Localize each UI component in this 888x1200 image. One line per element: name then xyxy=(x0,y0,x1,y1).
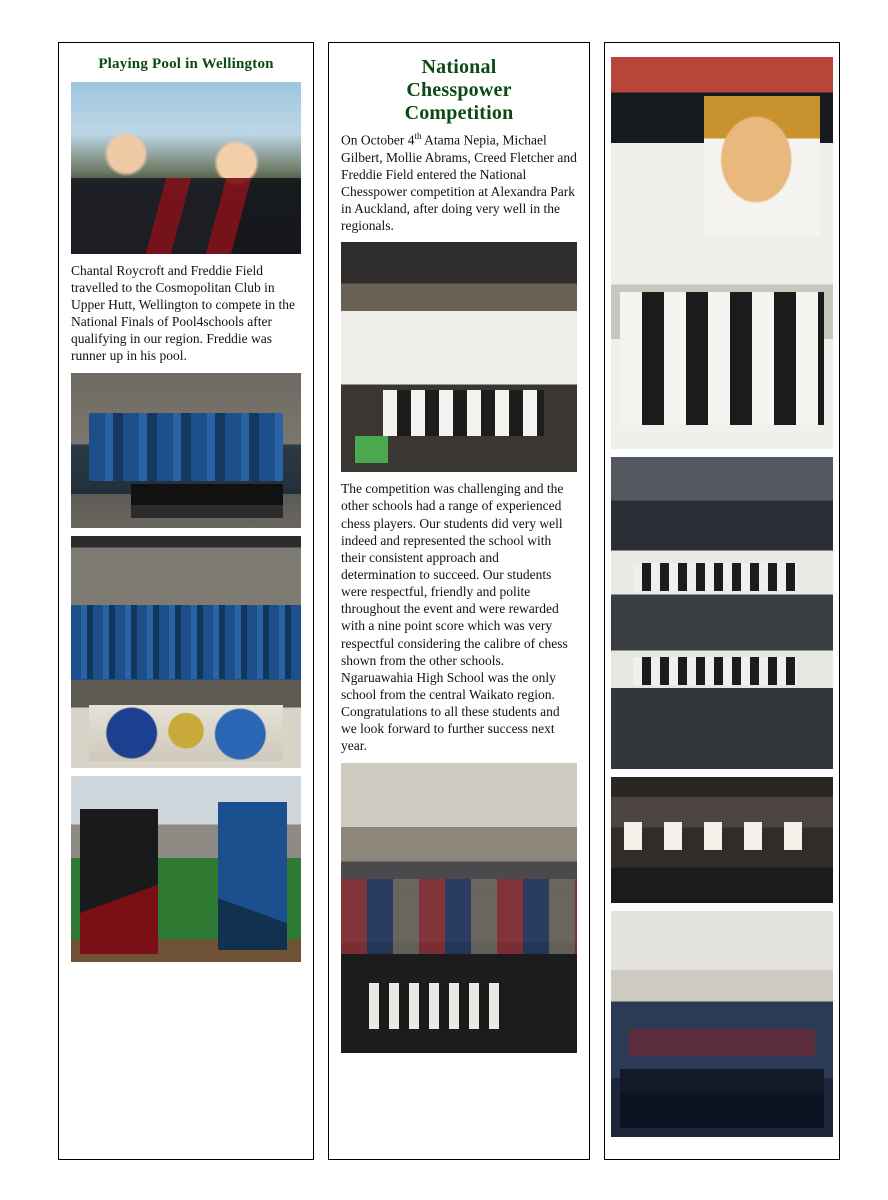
photo-certificates xyxy=(611,777,833,903)
photo-classroom-players xyxy=(611,911,833,1137)
column-middle xyxy=(328,42,590,1160)
photo-potblack-team xyxy=(71,373,301,528)
middle-heading-line-1: National xyxy=(421,56,497,78)
left-column-heading: Playing Pool in Wellington xyxy=(98,56,274,72)
middle-column-paragraph-1 xyxy=(341,131,577,234)
column-right xyxy=(604,42,840,1160)
photo-girl-playing-chess xyxy=(611,57,833,449)
photo-large-group xyxy=(71,536,301,768)
photo-chess-hall xyxy=(341,763,577,1053)
paragraph-1-ordinal-suffix: th xyxy=(414,131,422,141)
photo-playing-pool xyxy=(71,776,301,962)
paragraph-1-rest: Atama Nepia, Michael Gilbert, Mollie Abrams, Creed Fletcher and Freddie Field entered the National Chesspower competition at Alexandra Park in Auckland, after doing very well in the regionals. xyxy=(341,132,577,234)
paragraph-1-date-prefix: On October 4 xyxy=(341,132,415,148)
middle-column-paragraph-2: The competition was challenging and the other schools had a range of experienced chess players. Our students did very well indeed and represented the school with their consistent approach and determination to succeed. Our students were respectful, friendly and polite throughout the event and were rewarded with a nine point score which was very respectful considering the calibre of chess shown from the other schools. Ngaruawahia High School was the only school from the central Waikato region. Congratulations to all these students and we look forward to further success next year. xyxy=(341,481,568,754)
middle-heading-line-2: Chesspower xyxy=(406,79,512,101)
photo-pool-selfie xyxy=(71,82,301,254)
photo-chess-match xyxy=(341,242,577,472)
photo-competition-rows xyxy=(611,457,833,769)
left-column-paragraph: Chantal Roycroft and Freddie Field travelled to the Cosmopolitan Club in Upper Hutt, Wellington to compete in the National Finals of Pool4schools after qualifying in our region. Freddie was runner up in his pool. xyxy=(71,262,295,364)
middle-column-heading xyxy=(341,56,577,125)
column-left xyxy=(58,42,314,1160)
middle-heading-line-3: Competition xyxy=(404,102,514,124)
